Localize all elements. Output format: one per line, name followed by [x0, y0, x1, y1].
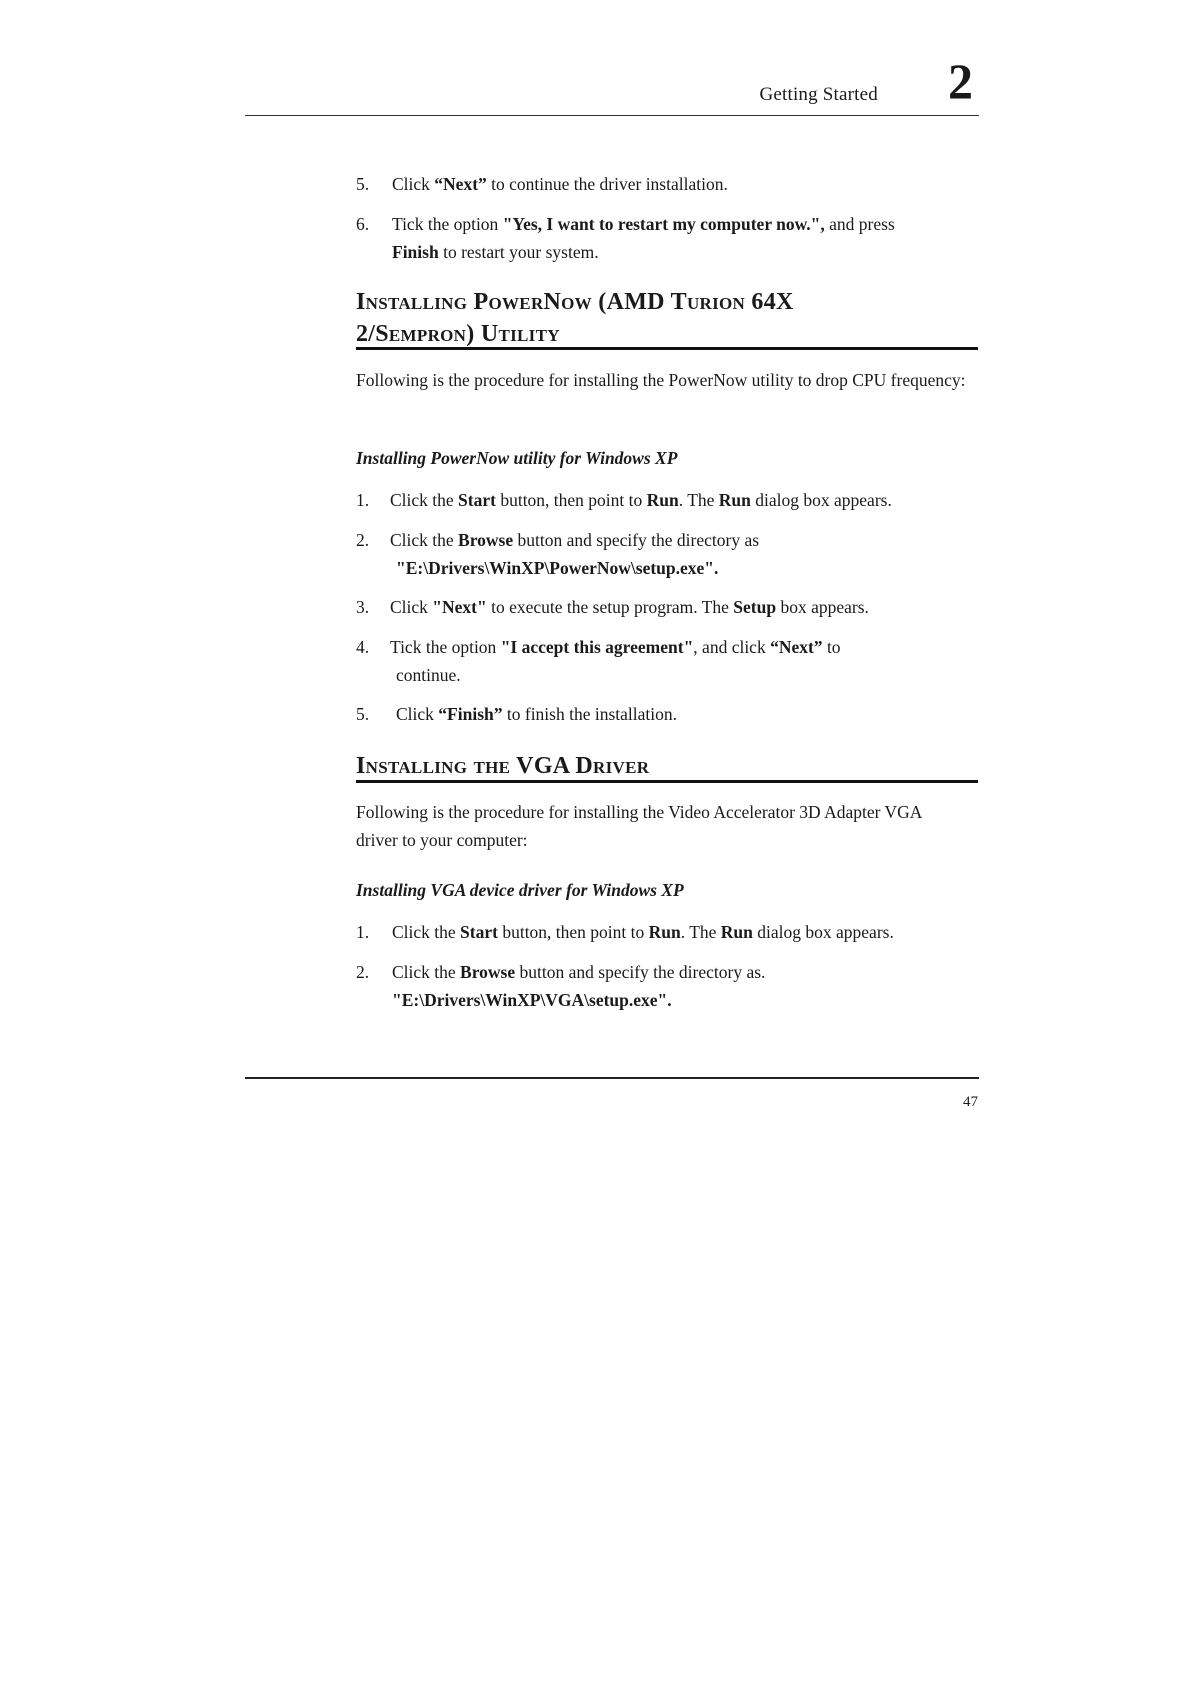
section-intro: Following is the procedure for installing the Video Accelerator 3D Adapter VGA driver to your computer: [356, 802, 922, 850]
subheading: Installing VGA device driver for Windows XP [356, 880, 684, 900]
section-intro: Following is the procedure for installing the PowerNow utility to drop CPU frequency: [356, 370, 966, 390]
running-header: Getting Started [759, 84, 878, 105]
section-heading: Installing the VGA Driver [356, 753, 650, 779]
subheading: Installing PowerNow utility for Windows XP [356, 448, 678, 468]
section-heading: Installing PowerNow (AMD Turion 64X 2/Sempron) Utility [356, 289, 794, 347]
page-number: 47 [963, 1094, 978, 1110]
section-rule [356, 347, 978, 350]
footer-rule [245, 1077, 979, 1079]
header-rule [245, 115, 979, 116]
chapter-number: 2 [948, 53, 973, 109]
section-rule [356, 780, 978, 783]
